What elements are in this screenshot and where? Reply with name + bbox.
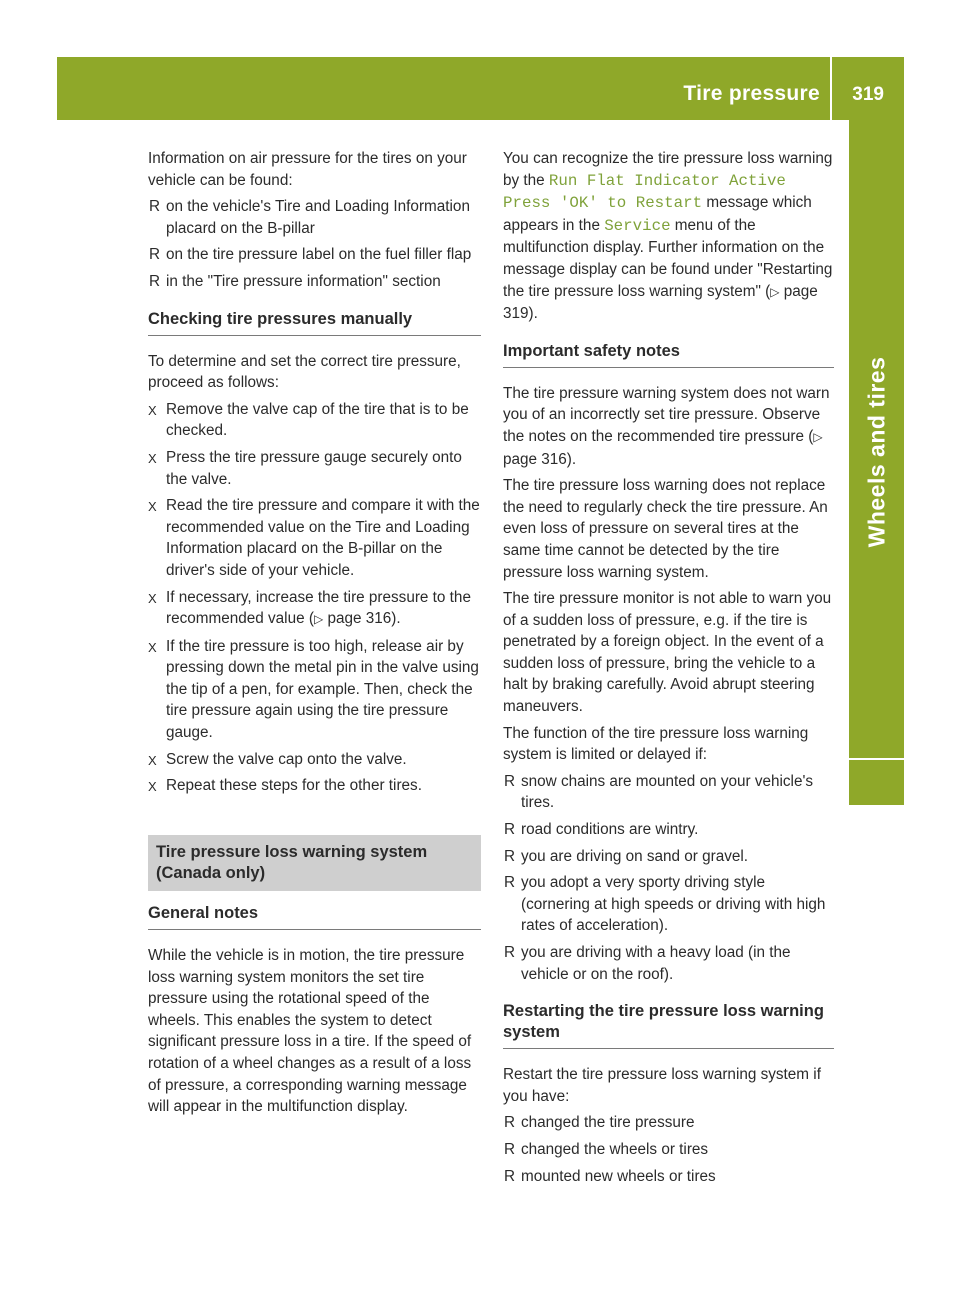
page-ref-link[interactable]: page 316).: [327, 610, 401, 628]
step-item: X Press the tire pressure gauge securely onto the valve.: [148, 448, 462, 488]
safety-paragraph: The tire pressure monitor is not able to warn you of a sudden loss of pressure, e.g. if the tire is penetrated by a foreign object. In the event of a sudden loss of pressure, bring the vehicle to a halt by braking carefully. Avoid abrupt steering maneuvers.: [503, 590, 832, 716]
recognition-paragraph: You can recognize the tire pressure loss warning by the Run Flat Indicator Active Press 'OK' to Restart message which appears in the Service menu of the multifunction display. Further information on the message display can be found under "Restarting the tire pressure loss warning system" (▷ page 319).: [503, 150, 833, 323]
step-item: X Read the tire pressure and compare it with the recommended value on the Tire and Loading Information placard on the B-pillar on the driver's side of your vehicle.: [148, 497, 480, 579]
bullet-mark: R: [504, 1140, 516, 1158]
bullet-mark: R: [504, 821, 516, 839]
left-column: [148, 148, 481, 1123]
section-heading-general: General notes: [148, 903, 481, 930]
safety-paragraph: The function of the tire pressure loss warning system is limited or delayed if:: [503, 724, 809, 764]
list-item: R you are driving with a heavy load (in the vehicle or on the roof).: [504, 944, 791, 983]
bullet-mark: R: [504, 847, 516, 865]
intro-paragraph: Information on air pressure for the tires on your vehicle can be found:: [148, 150, 467, 189]
chapter-side-tab: [849, 120, 904, 758]
page-ref-link[interactable]: page 319).: [503, 282, 818, 323]
page-number: 319: [852, 84, 884, 105]
bullet-mark: R: [504, 1114, 516, 1132]
section-heading-checking: Checking tire pressures manually: [148, 309, 481, 336]
safety-paragraph: The tire pressure warning system does not warn you of an incorrectly set tire pressure. Observe the notes on the recommended tire pressure (▷ page 316).: [503, 384, 830, 468]
restart-intro: Restart the tire pressure loss warning system if you have:: [503, 1066, 821, 1105]
checking-intro: To determine and set the correct tire pressure, proceed as follows:: [148, 352, 461, 392]
section-title-box: Tire pressure loss warning system (Canada only): [148, 835, 481, 891]
list-item: R on the tire pressure label on the fuel filler flap: [148, 244, 481, 266]
step-arrow-icon: X: [148, 752, 157, 768]
step-arrow-icon: X: [148, 450, 157, 466]
page-header: [57, 57, 904, 120]
step-arrow-icon: X: [148, 639, 157, 655]
step-item: X Repeat these steps for the other tires.: [148, 775, 481, 797]
safety-paragraph: The tire pressure loss warning does not replace the need to regularly check the tire pressure. An even loss of pressure on several tires at the same time cannot be detected by the tire pressure loss warning system.: [503, 477, 828, 581]
step-item: X If the tire pressure is too high, release air by pressing down the metal pin in the valve using the tip of a pen, for example. Then, check the tire pressure again using the tire pressure gauge.: [148, 637, 479, 742]
page-ref-icon: ▷: [813, 429, 823, 444]
list-item: R you are driving on sand or gravel.: [503, 846, 834, 868]
list-item: R snow chains are mounted on your vehicle's tires.: [504, 772, 814, 812]
bullet-mark: R: [504, 772, 516, 790]
chapter-label: Wheels and tires: [863, 356, 889, 548]
bullet-mark: R: [504, 944, 516, 961]
list-item: R on the vehicle's Tire and Loading Information placard on the B-pillar: [149, 198, 470, 237]
step-item: X Screw the valve cap onto the valve.: [148, 749, 481, 771]
page-ref-icon: ▷: [313, 612, 324, 627]
header-divider: [830, 57, 832, 120]
list-item: R in the "Tire pressure information" section: [148, 271, 481, 293]
page-ref-icon: ▷: [770, 284, 780, 299]
section-heading-restart: Restarting the tire pressure loss warning system: [503, 1001, 834, 1049]
bullet-mark: R: [149, 272, 161, 290]
list-item: R changed the wheels or tires: [503, 1139, 834, 1161]
service-menu-text: Service: [604, 216, 671, 235]
list-item: R changed the tire pressure: [503, 1112, 834, 1134]
step-item: X Remove the valve cap of the tire that is to be checked.: [148, 400, 469, 440]
header-title: Tire pressure: [683, 82, 820, 105]
step-arrow-icon: X: [148, 402, 157, 418]
chapter-marker: [849, 760, 904, 805]
general-notes-text: While the vehicle is in motion, the tire pressure loss warning system monitors the set tire pressure using the rotational speed of the wheels. This enables the system to detect significant pressure loss in a tire. If the speed of rotation of a wheel changes as a result of a loss of pressure, a corresponding warning message will appear in the multifunction display.: [148, 947, 472, 1116]
section-heading-safety: Important safety notes: [503, 341, 834, 368]
bullet-mark: R: [149, 246, 161, 264]
page-ref-link[interactable]: page 316).: [503, 450, 577, 468]
step-arrow-icon: X: [148, 590, 157, 606]
list-item: R mounted new wheels or tires: [503, 1166, 834, 1188]
step-arrow-icon: X: [148, 779, 157, 795]
right-column: [503, 148, 834, 1192]
bullet-mark: R: [504, 1167, 516, 1185]
bullet-mark: R: [504, 874, 516, 892]
list-item: R you adopt a very sporty driving style (cornering at high speeds or driving with high rates of acceleration).: [504, 874, 826, 935]
step-arrow-icon: X: [148, 499, 157, 515]
bullet-mark: R: [149, 198, 161, 216]
display-message-text: Run Flat Indicator Active Press 'OK' to Restart: [503, 171, 786, 213]
step-item: X If necessary, increase the tire pressure to the recommended value (▷ page 316).: [148, 588, 471, 628]
list-item: R road conditions are wintry.: [503, 819, 834, 841]
